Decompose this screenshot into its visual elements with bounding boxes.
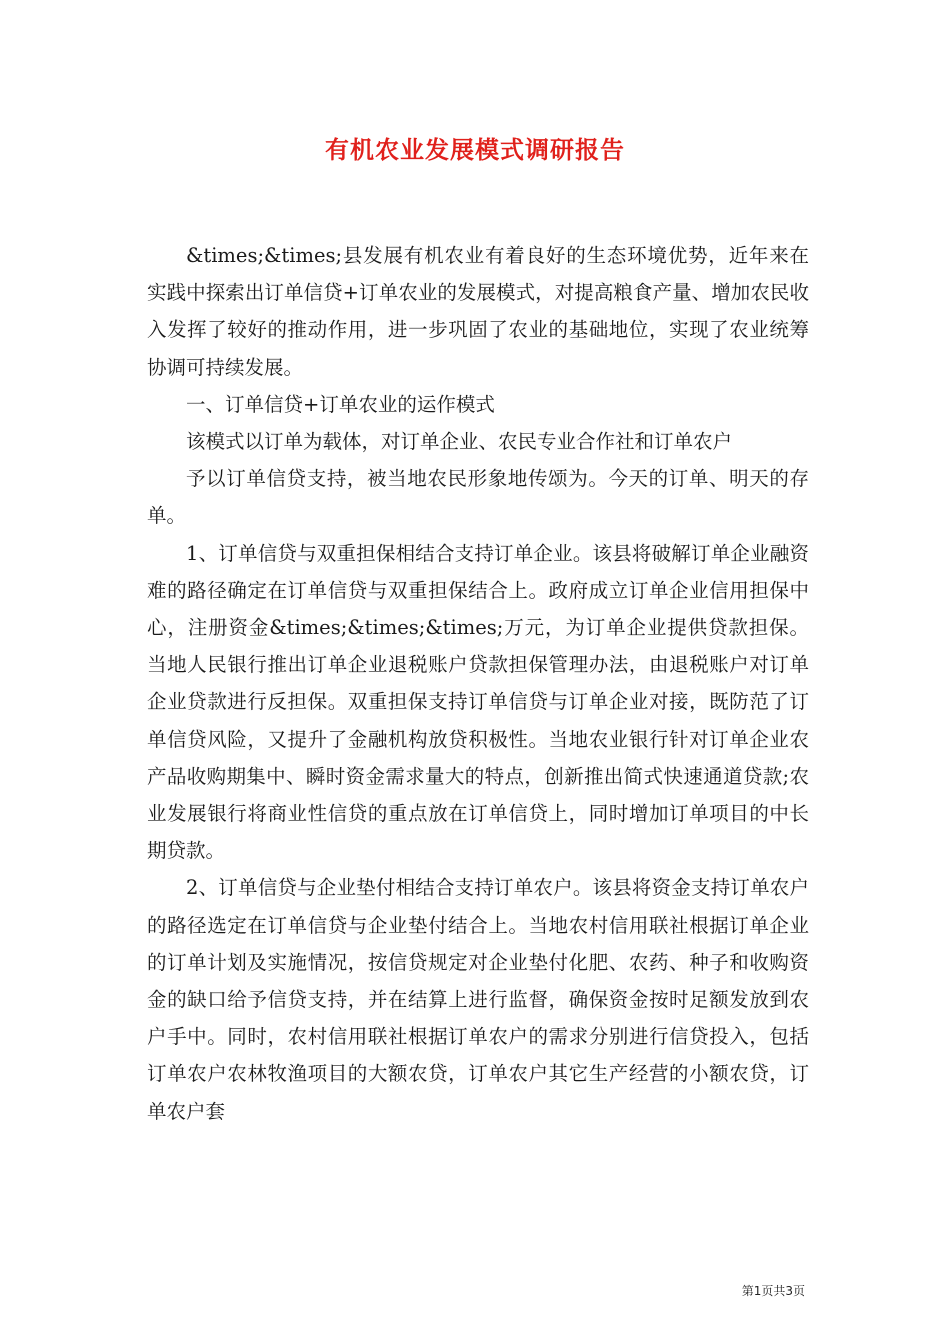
paragraph-point-2: 2、订单信贷与企业垫付相结合支持订单农户。该县将资金支持订单农户的路径选定在订单信贷与企业垫付结合上。当地农村信用联社根据订单企业的订单计划及实施情况，按信贷规定对企业垫付化肥、农药、种子和收购资金的缺口给予信贷支持，并在结算上进行监督，确保资金按时足额发放到农户手中。同时，农村信用联社根据订单农户的需求分别进行信贷投入，包括订单农户农林牧渔项目的大额农贷，订单农户其它生产经营的小额农贷，订单农户套 [147,876,809,1123]
page-number: 第1页共3页 [741,1284,805,1298]
page-title: 有机农业发展模式调研报告 [325,135,625,164]
document-body [147,237,809,1130]
paragraph-model-cont: 予以订单信贷支持，被当地农民形象地传颂为。今天的订单、明天的存单。 [147,467,809,528]
section-heading-1: 一、订单信贷+订单农业的运作模式 [186,392,495,416]
paragraph-model: 该模式以订单为载体，对订单企业、农民专业合作社和订单农户 [186,430,733,454]
paragraph-point-1: 1、订单信贷与双重担保相结合支持订单企业。该县将破解订单企业融资难的路径确定在订单信贷与双重担保结合上。政府成立订单企业信用担保中心，注册资金&times;&times;&times;万元，为订单企业提供贷款担保。当地人民银行推出订单企业退税账户贷款担保管理办法，由退税账户对订单企业贷款进行反担保。双重担保支持订单信贷与订单企业对接，既防范了订单信贷风险，又提升了金融机构放贷积极性。当地农业银行针对订单企业农产品收购期集中、瞬时资金需求量大的特点，创新推出简式快速通道贷款;农业发展银行将商业性信贷的重点放在订单信贷上，同时增加订单项目的中长期贷款。 [147,541,809,863]
paragraph-intro: &times;&times;县发展有机农业有着良好的生态环境优势，近年来在实践中探索出订单信贷+订单农业的发展模式，对提高粮食产量、增加农民收入发挥了较好的推动作用，进一步巩固了农业的基础地位，实现了农业统筹协调可持续发展。 [147,244,809,379]
